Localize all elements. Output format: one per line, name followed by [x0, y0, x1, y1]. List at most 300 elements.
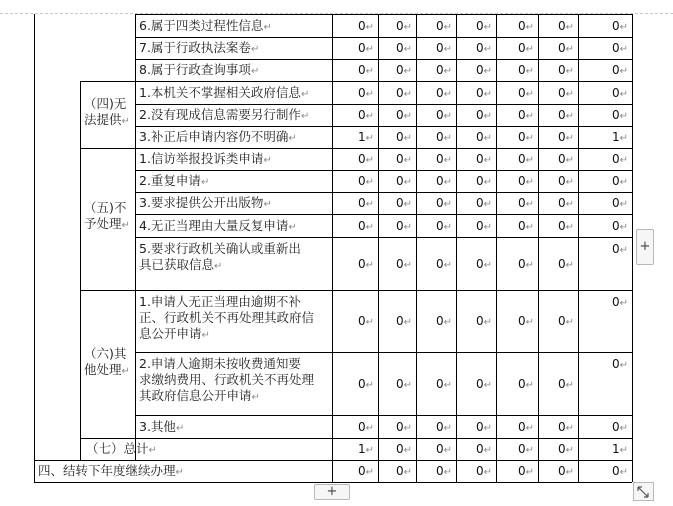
value-cell [396, 376, 412, 394]
row-item-label [139, 151, 272, 169]
paragraph-mark: ↵ [525, 177, 535, 188]
paragraph-mark: ↵ [365, 111, 375, 122]
value-text: 0 [358, 108, 366, 122]
value-cell [612, 62, 628, 80]
value-text: 0 [476, 314, 484, 328]
paragraph-mark: ↵ [443, 445, 453, 456]
table-rule [135, 14, 136, 438]
value-cell [518, 419, 534, 437]
value-text: 0 [436, 19, 444, 33]
value-text: 0 [612, 295, 620, 309]
paragraph-mark: ↵ [619, 177, 629, 188]
paragraph-mark: ↵ [525, 317, 535, 328]
paragraph-mark: ↵ [525, 222, 535, 233]
value-text: 0 [436, 314, 444, 328]
value-text: 0 [396, 86, 404, 100]
paragraph-mark: ↵ [565, 467, 575, 478]
paragraph-mark: ↵ [403, 317, 413, 328]
paragraph-mark: ↵ [525, 133, 535, 144]
value-cell [476, 218, 492, 236]
value-cell [396, 218, 412, 236]
row-item-label-line: 1.本机关不掌握相关政府信息 [139, 85, 301, 100]
value-text: 0 [436, 174, 444, 188]
paragraph-mark: ↵ [300, 111, 310, 122]
value-text: 0 [518, 257, 526, 271]
paragraph-mark: ↵ [483, 222, 493, 233]
paragraph-mark: ↵ [365, 66, 375, 77]
value-text: 0 [476, 41, 484, 55]
paragraph-mark: ↵ [483, 177, 493, 188]
value-cell [518, 151, 534, 169]
value-text: 0 [518, 420, 526, 434]
paragraph-mark: ↵ [443, 66, 453, 77]
table-rule [135, 14, 632, 15]
value-text: 0 [358, 86, 366, 100]
value-cell [558, 85, 574, 103]
value-cell [436, 218, 452, 236]
value-text: 0 [518, 219, 526, 233]
value-text: 0 [358, 174, 366, 188]
value-text: 0 [396, 464, 404, 478]
diagonal-resize-icon[interactable] [633, 482, 655, 502]
table-rule [34, 482, 632, 483]
value-cell [518, 218, 534, 236]
value-cell [436, 256, 452, 274]
value-text: 1 [612, 130, 620, 144]
value-cell [436, 463, 452, 481]
value-cell [358, 256, 374, 274]
value-cell [518, 173, 534, 191]
add-column-button[interactable] [636, 229, 654, 265]
value-text: 0 [396, 152, 404, 166]
value-cell [612, 218, 628, 236]
paragraph-mark: ↵ [483, 445, 493, 456]
value-cell [558, 376, 574, 394]
row-item-label [139, 107, 309, 125]
value-text: 0 [396, 420, 404, 434]
paragraph-mark: ↵ [525, 467, 535, 478]
value-cell [358, 151, 374, 169]
value-cell [476, 463, 492, 481]
value-cell [358, 18, 374, 36]
value-text: 0 [612, 219, 620, 233]
value-cell [358, 218, 374, 236]
value-text: 1 [358, 130, 366, 144]
paragraph-mark: ↵ [263, 199, 272, 210]
paragraph-mark: ↵ [403, 199, 413, 210]
paragraph-mark: ↵ [619, 133, 629, 144]
value-cell [612, 173, 628, 191]
paragraph-mark: ↵ [250, 66, 260, 77]
row-item-label-line: （七）总计 [86, 441, 149, 456]
value-cell [476, 129, 492, 147]
row-item-label-line: 1.申请人无正当理由逾期不补 [139, 294, 301, 309]
value-text: 0 [612, 108, 620, 122]
paragraph-mark: ↵ [619, 298, 629, 309]
value-text: 0 [558, 314, 566, 328]
paragraph-mark: ↵ [403, 380, 413, 391]
value-cell [518, 129, 534, 147]
paragraph-mark: ↵ [619, 423, 629, 434]
value-text: 0 [436, 63, 444, 77]
paragraph-mark: ↵ [443, 111, 453, 122]
value-text: 0 [476, 464, 484, 478]
value-cell [358, 62, 374, 80]
paragraph-mark: ↵ [443, 380, 453, 391]
paragraph-mark: ↵ [365, 199, 375, 210]
value-text: 0 [358, 196, 366, 210]
value-text: 0 [436, 196, 444, 210]
category-label-line: （六)其 [84, 346, 127, 361]
row-item-label-line: 4.无正当理由大量反复申请 [139, 218, 289, 233]
value-cell [436, 313, 452, 331]
paragraph-mark: ↵ [121, 220, 130, 231]
value-cell [476, 441, 492, 459]
value-text: 0 [396, 196, 404, 210]
paragraph-mark: ↵ [443, 199, 453, 210]
value-text: 0 [612, 174, 620, 188]
category-label-line: （五)不 [84, 200, 127, 215]
paragraph-mark: ↵ [403, 260, 413, 271]
paragraph-mark: ↵ [525, 66, 535, 77]
value-cell [396, 195, 412, 213]
plus-icon: + [639, 239, 651, 254]
paragraph-mark: ↵ [525, 44, 535, 55]
paragraph-mark: ↵ [619, 245, 629, 256]
paragraph-mark: ↵ [483, 155, 493, 166]
table-rule [578, 14, 579, 482]
paragraph-mark: ↵ [403, 423, 413, 434]
paragraph-mark: ↵ [565, 89, 575, 100]
value-text: 0 [612, 196, 620, 210]
paragraph-mark: ↵ [619, 44, 629, 55]
value-cell [436, 107, 452, 125]
table-rule [135, 59, 632, 60]
paragraph-mark: ↵ [365, 155, 375, 166]
paragraph-mark: ↵ [263, 155, 272, 166]
table-rule [135, 415, 632, 416]
paragraph-mark: ↵ [443, 222, 453, 233]
category-label-line: （四)无 [84, 96, 127, 111]
table-rule [80, 290, 632, 291]
value-cell [558, 218, 574, 236]
value-text: 0 [396, 41, 404, 55]
paragraph-mark: ↵ [525, 155, 535, 166]
row-item-label-line: 6.属于四类过程性信息 [139, 18, 264, 33]
paragraph-mark: ↵ [288, 133, 297, 144]
value-cell [558, 441, 574, 459]
value-cell [396, 313, 412, 331]
value-text: 0 [476, 174, 484, 188]
paragraph-mark: ↵ [403, 222, 413, 233]
value-cell [358, 376, 374, 394]
table-rule [135, 192, 632, 193]
row-item-label-line: 3.其他 [139, 419, 176, 434]
value-cell [558, 313, 574, 331]
value-text: 0 [518, 442, 526, 456]
paragraph-mark: ↵ [148, 445, 157, 456]
row-item-label-line: 2.申请人逾期未按收费通知要 [139, 356, 301, 371]
paragraph-mark: ↵ [121, 366, 130, 377]
paragraph-mark: ↵ [565, 260, 575, 271]
table-right-border [632, 14, 633, 482]
value-cell [612, 356, 628, 374]
value-text: 0 [476, 108, 484, 122]
paragraph-mark: ↵ [403, 155, 413, 166]
paragraph-mark: ↵ [175, 467, 184, 478]
paragraph-mark: ↵ [365, 445, 375, 456]
value-cell [476, 40, 492, 58]
paragraph-mark: ↵ [365, 260, 375, 271]
value-cell [612, 441, 628, 459]
value-cell [558, 463, 574, 481]
value-text: 0 [358, 464, 366, 478]
table-rule [378, 14, 379, 482]
value-text: 0 [518, 152, 526, 166]
value-text: 0 [558, 63, 566, 77]
value-text: 0 [558, 377, 566, 391]
value-cell [358, 173, 374, 191]
paragraph-mark: ↵ [483, 44, 493, 55]
paragraph-mark: ↵ [365, 22, 375, 33]
value-cell [358, 313, 374, 331]
row-item-label [139, 18, 272, 36]
value-cell [518, 313, 534, 331]
paragraph-mark: ↵ [214, 261, 223, 272]
row-item-label [139, 218, 297, 236]
paragraph-mark: ↵ [483, 317, 493, 328]
value-text: 0 [358, 152, 366, 166]
paragraph-mark: ↵ [365, 317, 375, 328]
value-text: 0 [612, 63, 620, 77]
value-cell [518, 18, 534, 36]
value-text: 0 [436, 86, 444, 100]
table-rule [80, 81, 81, 460]
value-cell [518, 85, 534, 103]
paragraph-mark: ↵ [483, 199, 493, 210]
value-cell [476, 376, 492, 394]
value-text: 0 [518, 174, 526, 188]
paragraph-mark: ↵ [201, 330, 210, 341]
paragraph-mark: ↵ [565, 66, 575, 77]
value-cell [518, 256, 534, 274]
paragraph-mark: ↵ [525, 260, 535, 271]
row-item-label [139, 85, 309, 103]
value-cell [476, 18, 492, 36]
paragraph-mark: ↵ [365, 44, 375, 55]
row-item-label [139, 40, 259, 58]
value-cell [558, 256, 574, 274]
value-text: 0 [558, 219, 566, 233]
value-cell [476, 195, 492, 213]
value-cell [358, 463, 374, 481]
row-item-label [139, 294, 314, 344]
value-cell [396, 129, 412, 147]
value-cell [612, 85, 628, 103]
paragraph-mark: ↵ [619, 467, 629, 478]
value-text: 0 [558, 257, 566, 271]
paragraph-mark: ↵ [200, 177, 210, 188]
paragraph-mark: ↵ [483, 260, 493, 271]
value-text: 0 [396, 219, 404, 233]
paragraph-mark: ↵ [483, 467, 493, 478]
value-cell [396, 62, 412, 80]
value-text: 0 [476, 442, 484, 456]
value-cell [476, 256, 492, 274]
value-text: 0 [558, 130, 566, 144]
paragraph-mark: ↵ [619, 111, 629, 122]
value-text: 0 [558, 464, 566, 478]
value-cell [476, 62, 492, 80]
value-text: 0 [358, 257, 366, 271]
value-text: 0 [558, 108, 566, 122]
value-cell [518, 107, 534, 125]
row-item-label [139, 419, 184, 437]
value-text: 0 [476, 130, 484, 144]
value-cell [612, 195, 628, 213]
paragraph-mark: ↵ [300, 89, 310, 100]
paragraph-mark: ↵ [365, 222, 375, 233]
row-item-label-line: 四、结转下年度继续办理 [38, 463, 176, 478]
row-item-label [38, 463, 184, 481]
paragraph-mark: ↵ [443, 467, 453, 478]
value-text: 0 [518, 108, 526, 122]
value-cell [476, 419, 492, 437]
value-cell [476, 85, 492, 103]
value-cell [518, 376, 534, 394]
value-cell [612, 107, 628, 125]
paragraph-mark: ↵ [263, 22, 272, 33]
value-cell [436, 129, 452, 147]
paragraph-mark: ↵ [443, 260, 453, 271]
value-text: 0 [612, 242, 620, 256]
paragraph-mark: ↵ [565, 44, 575, 55]
paragraph-mark: ↵ [525, 22, 535, 33]
value-cell [558, 195, 574, 213]
paragraph-mark: ↵ [250, 44, 260, 55]
category-label-line: 他处理 [84, 362, 122, 377]
value-cell [396, 441, 412, 459]
paragraph-mark: ↵ [483, 89, 493, 100]
value-cell [396, 151, 412, 169]
value-cell [396, 40, 412, 58]
value-text: 0 [396, 19, 404, 33]
value-cell [436, 62, 452, 80]
value-text: 0 [396, 130, 404, 144]
value-cell [558, 18, 574, 36]
value-text: 0 [612, 41, 620, 55]
table-rule [135, 104, 632, 105]
value-cell [558, 40, 574, 58]
value-text: 0 [558, 86, 566, 100]
table-left-border [34, 14, 35, 482]
value-text: 0 [436, 420, 444, 434]
value-text: 0 [436, 108, 444, 122]
add-row-button[interactable] [314, 484, 350, 500]
row-item-label-line: 3.要求提供公开出版物 [139, 195, 264, 210]
value-cell [436, 195, 452, 213]
paragraph-mark: ↵ [443, 177, 453, 188]
value-text: 0 [358, 314, 366, 328]
value-cell [358, 419, 374, 437]
value-cell [358, 129, 374, 147]
table-rule [135, 170, 632, 171]
row-item-label-line: 7.属于行政执法案卷 [139, 40, 251, 55]
value-text: 0 [476, 196, 484, 210]
table-rule [332, 14, 333, 482]
paragraph-mark: ↵ [565, 445, 575, 456]
value-text: 0 [396, 314, 404, 328]
paragraph-mark: ↵ [525, 111, 535, 122]
value-text: 0 [558, 196, 566, 210]
category-label-line: 予处理 [84, 216, 122, 231]
paragraph-mark: ↵ [365, 467, 375, 478]
table-rule [416, 14, 417, 482]
paragraph-mark: ↵ [565, 199, 575, 210]
row-item-label-line: 息公开申请 [139, 326, 202, 341]
value-cell [612, 241, 628, 259]
row-item-label [139, 356, 314, 406]
paragraph-mark: ↵ [403, 89, 413, 100]
table-rule [135, 237, 632, 238]
paragraph-mark: ↵ [483, 423, 493, 434]
value-text: 0 [518, 130, 526, 144]
value-cell [396, 256, 412, 274]
category-label [84, 96, 130, 130]
value-text: 0 [518, 86, 526, 100]
row-item-label-line: 8.属于行政查询事项 [139, 62, 251, 77]
value-text: 0 [518, 196, 526, 210]
paragraph-mark: ↵ [443, 423, 453, 434]
value-text: 0 [558, 420, 566, 434]
value-text: 0 [396, 63, 404, 77]
value-cell [358, 107, 374, 125]
row-item-label-line: 1.信访举报投诉类申请 [139, 151, 264, 166]
value-cell [612, 419, 628, 437]
paragraph-mark: ↵ [443, 317, 453, 328]
value-text: 0 [476, 219, 484, 233]
row-item-label [139, 62, 259, 80]
row-item-label [139, 195, 272, 213]
value-text: 0 [476, 86, 484, 100]
paragraph-mark: ↵ [443, 133, 453, 144]
value-cell [558, 151, 574, 169]
paragraph-mark: ↵ [483, 133, 493, 144]
value-text: 0 [396, 377, 404, 391]
paragraph-mark: ↵ [565, 222, 575, 233]
paragraph-mark: ↵ [443, 44, 453, 55]
value-text: 0 [476, 377, 484, 391]
value-text: 0 [612, 464, 620, 478]
category-label [84, 346, 130, 380]
value-cell [436, 40, 452, 58]
value-cell [396, 463, 412, 481]
plus-icon: + [326, 484, 338, 499]
paragraph-mark: ↵ [403, 111, 413, 122]
value-text: 0 [358, 41, 366, 55]
table-rule [80, 148, 632, 149]
value-cell [476, 107, 492, 125]
value-text: 0 [558, 41, 566, 55]
value-text: 0 [476, 152, 484, 166]
value-cell [436, 18, 452, 36]
value-text: 0 [612, 357, 620, 371]
value-cell [396, 419, 412, 437]
table-rule [496, 14, 497, 482]
paragraph-mark: ↵ [619, 89, 629, 100]
value-text: 0 [518, 377, 526, 391]
paragraph-mark: ↵ [525, 445, 535, 456]
